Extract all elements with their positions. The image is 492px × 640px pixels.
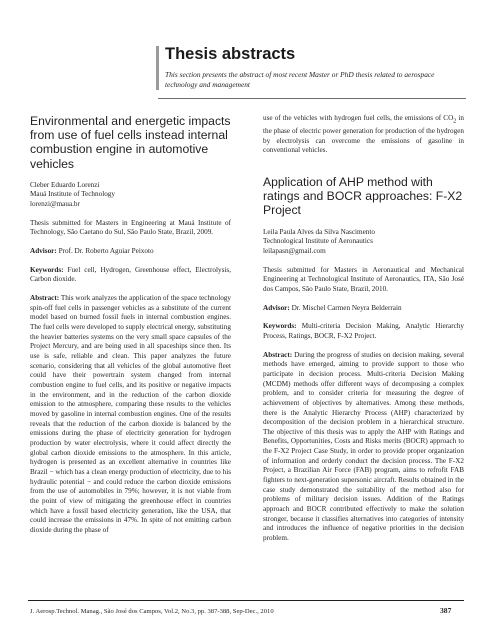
article2-abstract: [263, 351, 464, 544]
advisor-label: Advisor:: [263, 303, 290, 312]
article1-abstract: [30, 294, 231, 535]
header-accent-bar: [156, 46, 159, 90]
article1-thesis-info: Thesis submitted for Masters in Engineering at Mauá Institute of Technology, São Caetano do Sul, São Paulo State, Brazil, 2009.: [30, 218, 231, 237]
article2-advisor: [263, 304, 464, 314]
section-subtitle: This section presents the abstract of most recent Master or PhD thesis related to aerospace technology and management: [165, 70, 435, 89]
advisor-label: Advisor:: [30, 247, 57, 256]
section-header: [165, 44, 465, 89]
abstract-label: Abstract:: [30, 294, 60, 303]
keywords-label: Keywords:: [30, 265, 64, 274]
article2-institution: Technological Institute of Aeronautics: [263, 237, 373, 246]
article2-title: Application of AHP method with ratings and BOCR approaches: F-X2 Project: [263, 175, 463, 218]
article1-advisor: [30, 247, 231, 257]
article2-email: leilapasn@gmail.com: [263, 246, 326, 255]
abstract-label: Abstract:: [263, 350, 293, 359]
article1-abstract-continued: use of the vehicles with hydrogen fuel cells, the emissions of $CO_2$ in the phase of electric power generation for production of the hydrogen by electrolysis can overcome the emissions of gasoline in conventional vehicles.: [263, 114, 464, 155]
article1-author: Cleber Eduardo Lorenzi: [30, 180, 100, 189]
page-number: 387: [440, 606, 452, 615]
article1-email: lorenzi@maua.br: [30, 200, 80, 209]
footer-citation: J. Aerosp.Technol. Manag., São José dos Campos, Vol.2, No.3, pp. 387-388, Sep-Dec., 2010: [30, 608, 274, 615]
article2-author: Leila Paula Alves da Silva Nascimento: [263, 227, 375, 236]
keywords-text: Multi-criteria Decision Making, Analytic Hierarchy Process, Ratings, BOCR, F-X2 Project.: [263, 322, 464, 340]
keywords-label: Keywords:: [263, 322, 297, 331]
advisor-name: Prof. Dr. Roberto Aguiar Peixoto: [58, 247, 154, 256]
footer-divider: [28, 600, 464, 601]
article1-institution: Mauá Institute of Technology: [30, 190, 115, 199]
article2-keywords: [263, 322, 464, 341]
abstract-text: This work analyzes the application of the space technology spin-off fuel cells in passenger vehicles as a substitute of the current model based on burned fossil fuels in internal combustion engines. The fuel cells were developed to supply electrical energy, substituting the heavier batteries systems on the very small space capsules of the Project Mercury, and are being used in all spaceships since then. Its use is safe, reliable and clean. This paper analyzes the future scenario, considering that all vehicles of the global automotive fleet could have their powertrain system changed from internal combustion engine to fuel cells, and its positive or negative impacts in the environment, and in the reduction of the carbon dioxide emission to the atmosphere, comparing these results to the vehicles moved by gasoline in internal combustion engines. One of the results reveals that the reduction of the carbon dioxide is balanced by the emissions during the phase of electricity generation for hydrogen production by water electrolysis, where it could affect directly the global carbon dioxide emissions to the atmosphere. In this article, hydrogen is presented as an excellent alternative in countries like Brazil − which has a clean energy production of electricity, due to his hydraulic potential − and could reduce the carbon dioxide emissions from the use of automobiles in 79%; however, it is not viable from the point of view of mitigating the greenhouse effect in countries which have a fossil based electricity generation, like the USA, that could increase the emissions in 47%. In spite of not emitting carbon dioxide during the phase of: [30, 294, 231, 534]
article1-title: Environmental and energetic impacts from use of fuel cells instead internal combustion engine in automotive vehicles: [30, 114, 231, 171]
article2-thesis-info: Thesis submitted for Masters in Aeronautical and Mechanical Engineering at Technological Institute of Aeronautics, ITA, São José dos Campos, São Paulo State, Brazil, 2010.: [263, 265, 464, 293]
right-column: [263, 114, 464, 553]
article1-keywords: [30, 266, 231, 285]
header-divider: [158, 98, 466, 99]
section-title: Thesis abstracts: [165, 45, 296, 63]
keywords-text: Fuel cell, Hydrogen, Greenhouse effect, Electrolysis, Carbon dioxide.: [30, 265, 231, 284]
advisor-name: Dr. Mischel Carmen Neyra Belderrain: [291, 303, 402, 312]
left-column: [30, 114, 231, 544]
abstract-text: During the progress of studies on decision making, several methods have emerged, aiming to provide support to those who participate in decision process. Multi-criteria Decision Making (MCDM) methods offer different ways of decomposing a complex problem, and to consider criteria for measuring the degree of achievement of objectives by alternatives. Among these methods, there is the Analytic Hierarchy Process (AHP) characterized by decomposition of the decision problem in a hierarchical structure. The objective of this thesis was to apply the AHP with Ratings and Benefits, Opportunities, Costs and Risks merits (BOCR) approach to the F-X2 Project Case Study, in order to provide proper organization of information and orderly conduct the decision process. The F-X2 Project, a Brazilian Air Force (FAB) program, aims to refrofit FAB fighters to next-generation supersonic aircraft. Results obtained in the case study demonstrated the suitability of the method also for problems of military decision issues. Addition of the Ratings approach and BOCR contributed effectively to make the solution stronger, because it classifies alternatives into categories of intensity and introduces the influence of negative priorities in the decision problem.: [263, 350, 465, 543]
